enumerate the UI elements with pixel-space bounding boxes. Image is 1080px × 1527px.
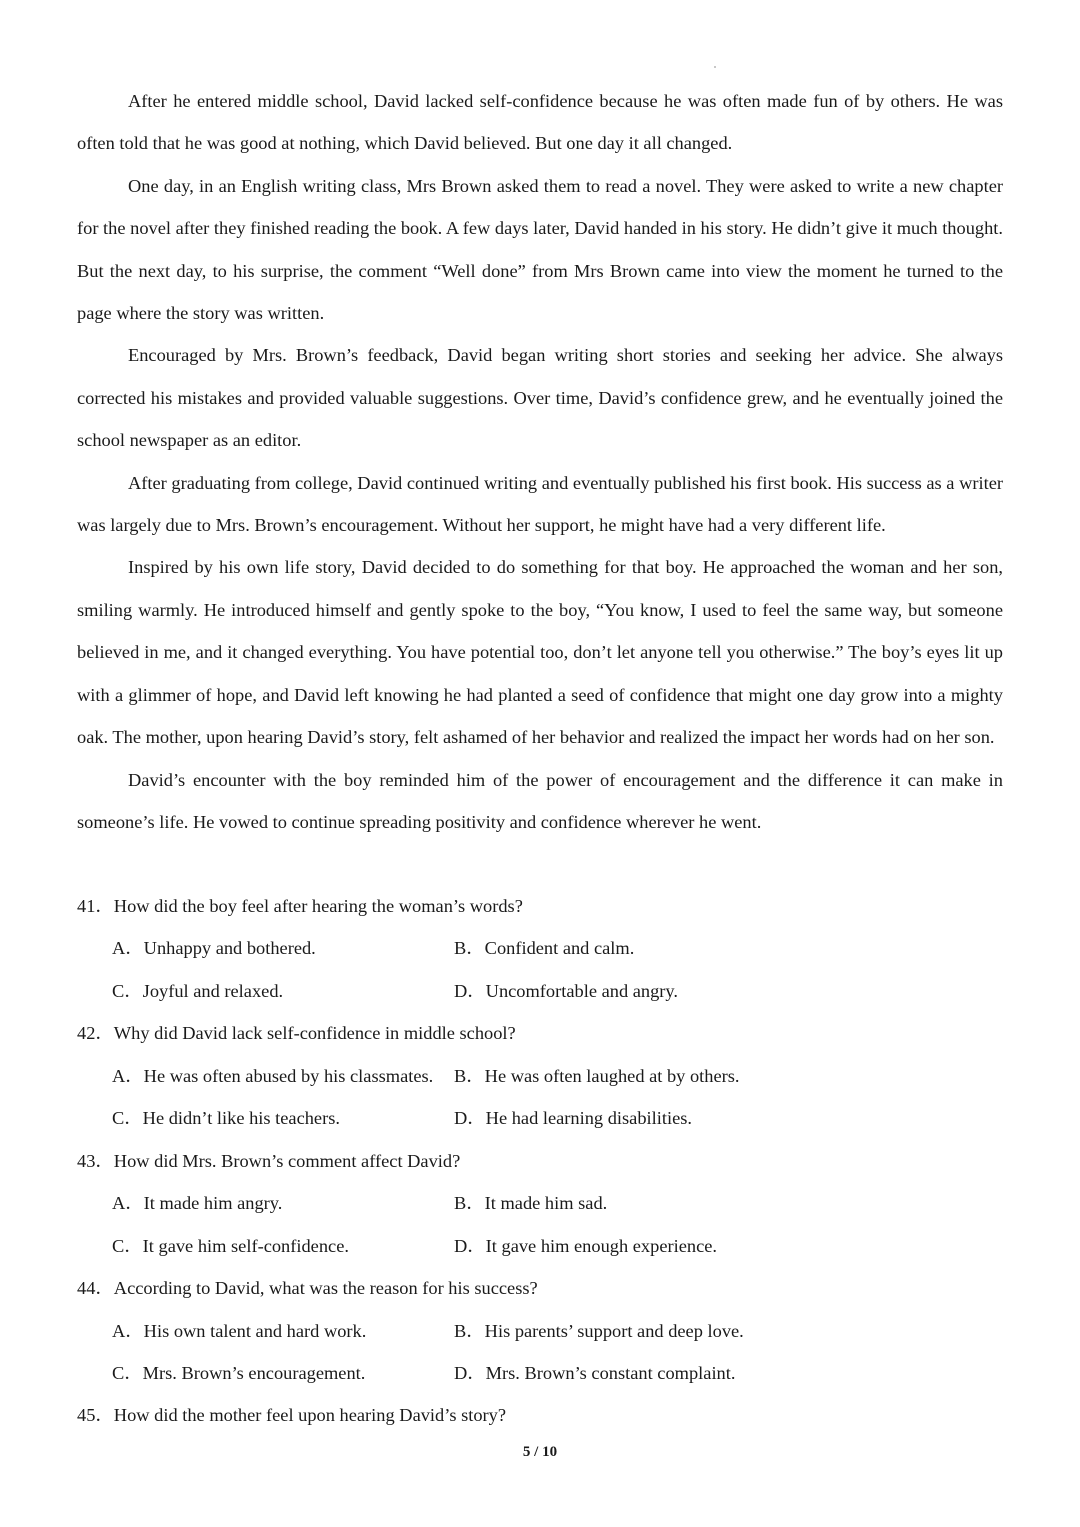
option-label: B． [454,1066,485,1086]
option-text: Mrs. Brown’s encouragement. [142,1363,366,1383]
passage-paragraph: After he entered middle school, David lacked self-confidence because he was often made fun of by others. He was often told that he was good at nothing, which David believed. But one day it all changed. [77,91,1003,154]
option-label: A． [112,1066,144,1086]
option-label: B． [454,938,485,958]
option-44-c[interactable] [112,1362,365,1384]
option-label: C． [112,1108,143,1128]
option-text: He was often laughed at by others. [484,1066,740,1086]
option-label: B． [454,1321,485,1341]
option-41-b[interactable] [454,937,634,959]
option-43-c[interactable] [112,1235,349,1257]
question-text: According to David, what was the reason for his success? [113,1278,538,1298]
question-text: How did the mother feel upon hearing David’s story? [113,1405,507,1425]
question-text: How did Mrs. Brown’s comment affect David? [113,1151,461,1171]
option-label: D． [454,981,486,1001]
option-text: Unhappy and bothered. [143,938,316,958]
passage-paragraph: Encouraged by Mrs. Brown’s feedback, David began writing short stories and seeking her advice. She always corrected his mistakes and provided valuable suggestions. Over time, David’s confidence grew, and he eventually joined the school newspaper as an editor. [77,345,1003,451]
question-number: 42． [77,1023,114,1043]
option-text: It gave him enough experience. [485,1236,717,1256]
option-label: D． [454,1236,486,1256]
option-label: C． [112,1363,143,1383]
option-text: Joyful and relaxed. [142,981,284,1001]
question-text: How did the boy feel after hearing the woman’s words? [113,896,523,916]
option-text: He had learning disabilities. [485,1108,693,1128]
question-number: 41． [77,896,114,916]
option-label: B． [454,1193,485,1213]
option-text: He was often abused by his classmates. [143,1066,434,1086]
option-text: It made him angry. [143,1193,283,1213]
option-43-b[interactable] [454,1192,607,1214]
option-text: Uncomfortable and angry. [485,981,679,1001]
option-43-d[interactable] [454,1235,717,1257]
option-44-a[interactable] [112,1320,366,1342]
page-number: 5 / 10 [522,1444,558,1460]
option-text: It made him sad. [484,1193,608,1213]
question-text: Why did David lack self-confidence in middle school? [113,1023,516,1043]
option-41-c[interactable] [112,980,283,1002]
reading-passage [77,80,1003,843]
question-number: 45． [77,1405,114,1425]
option-text: Mrs. Brown’s constant complaint. [485,1363,736,1383]
question-44 [77,1277,538,1299]
option-text: It gave him self-confidence. [142,1236,349,1256]
option-label: A． [112,938,144,958]
question-42 [77,1022,516,1044]
passage-paragraph: Inspired by his own life story, David decided to do something for that boy. He approached the woman and her son, smiling warmly. He introduced himself and gently spoke to the boy, “You know, I used to feel the same way, but someone believed in me, and it changed everything. You have potential too, don’t let anyone tell you otherwise.” The boy’s eyes lit up with a glimmer of hope, and David left knowing he had planted a seed of confidence that might one day grow into a mighty oak. The mother, upon hearing David’s story, felt ashamed of her behavior and realized the impact her words had on her son. [77,557,1003,748]
option-text: Confident and calm. [484,938,635,958]
option-42-a[interactable] [112,1065,433,1087]
option-44-d[interactable] [454,1362,735,1384]
option-41-d[interactable] [454,980,678,1002]
scan-speck [714,66,716,68]
question-number: 43． [77,1151,114,1171]
option-41-a[interactable] [112,937,316,959]
option-label: A． [112,1193,144,1213]
question-41 [77,895,523,917]
question-45 [77,1404,506,1426]
passage-paragraph: After graduating from college, David continued writing and eventually published his first book. His success as a writer was largely due to Mrs. Brown’s encouragement. Without her support, he might have had a very different life. [77,472,1003,536]
option-44-b[interactable] [454,1320,744,1342]
option-label: C． [112,1236,143,1256]
question-number: 44． [77,1278,114,1298]
option-text: His parents’ support and deep love. [484,1321,744,1341]
passage-paragraph: One day, in an English writing class, Mrs Brown asked them to read a novel. They were asked to write a new chapter for the novel after they finished reading the book. A few days later, David handed in his story. He didn’t give it much thought. But the next day, to his surprise, the comment “Well done” from Mrs Brown came into view the moment he turned to the page where the story was written. [77,175,1003,324]
option-text: His own talent and hard work. [143,1321,367,1341]
option-label: A． [112,1321,144,1341]
question-43 [77,1150,460,1172]
option-42-c[interactable] [112,1107,340,1129]
option-text: He didn’t like his teachers. [142,1108,340,1128]
option-42-b[interactable] [454,1065,740,1087]
option-label: D． [454,1108,486,1128]
option-42-d[interactable] [454,1107,692,1129]
option-label: D． [454,1363,486,1383]
passage-paragraph: David’s encounter with the boy reminded him of the power of encouragement and the difference it can make in someone’s life. He vowed to continue spreading positivity and confidence wherever he went. [77,769,1003,832]
option-43-a[interactable] [112,1192,282,1214]
option-label: C． [112,981,143,1001]
